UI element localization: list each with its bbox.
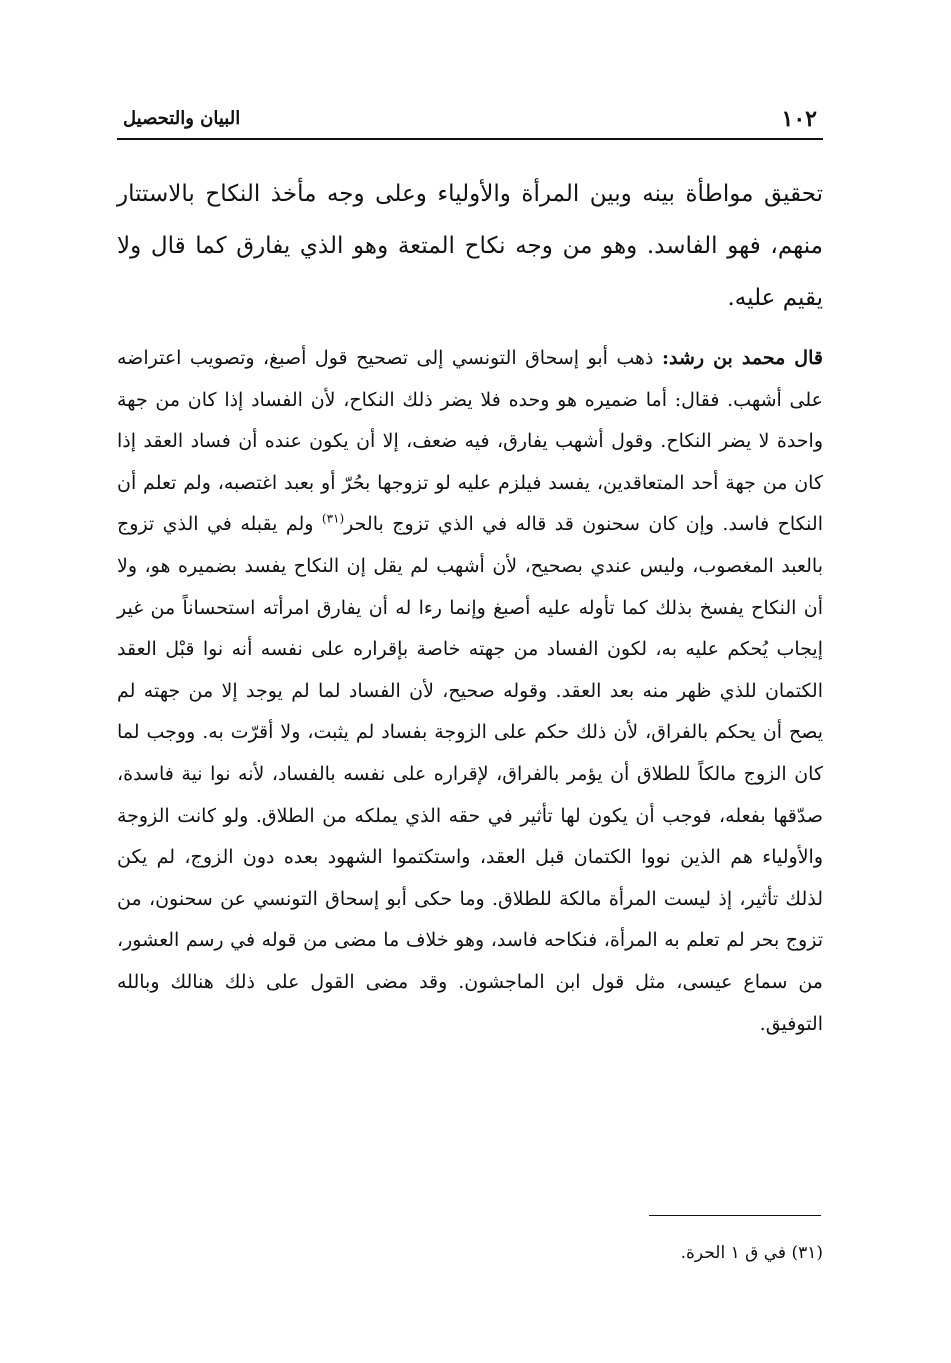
page-header	[117, 104, 823, 140]
paragraph-2-text-b: ولم يقبله في الذي تزوج بالعبد المغصوب، وليس عندي بصحيح، لأن أشهب لم يقل إن النكاح يفسد بضميره هو، ولا أن النكاح يفسخ بذلك كما تأوله عليه أصبغ وإنما رءا له أن يفارق امرأته استحساناً من غير إيجاب يُحكم عليه به، لكون الفساد من جهته خاصة بإقراره على نفسه أنه نوا قبْل العقد الكتمان للذي ظهر منه بعد العقد. وقوله صحيح، لأن الفساد لما لم يوجد إلا من جهته لم يصح أن يحكم بالفراق، لأن ذلك حكم على الزوجة بفساد لم يثبت، ولا أقرّت به. ووجب لما كان الزوج مالكاً للطلاق أن يؤمر بالفراق، لإقراره على نفسه بالفساد، لأنه نوا نية فاسدة، صدّقها بفعله، فوجب أن يكون لها تأثير في حقه الذي يملكه من الطلاق. ولو كانت الزوجة والأولياء هم الذين نووا الكتمان قبل العقد، واستكتموا الشهود بعده دون الزوج، لم يكن لذلك تأثير، إذ ليست المرأة مالكة للطلاق. وما حكى أبو إسحاق التونسي عن سحنون، من تزوج بحر لم تعلم به المرأة، فنكاحه فاسد، وهو خلاف ما مضى من قوله في رسم العشور، من سماع عيسى، مثل قول ابن الماجشون. وقد مضى القول على ذلك هنالك وبالله التوفيق.	[117, 513, 823, 1035]
footnote-reference: (٣١)	[321, 512, 345, 527]
paragraph-2-text-a: ذهب أبو إسحاق التونسي إلى تصحيح قول أصبغ، وتصويب اعتراضه على أشهب. فقال: أما ضميره هو وحده فلا يضر ذلك النكاح، لأن الفساد إذا كان من جهة واحدة لا يضر النكاح. وقول أشهب يفارق، فيه ضعف، إلا أن يكون عنده أن فساد العقد إذا كان من جهة أحد المتعاقدين، يفسد فيلزم عليه لو تزوجها بحُرّ أو بعبد اغتصبه، ولم تعلم أن النكاح فاسد. وإن كان سحنون قد قاله في الذي تزوج بالحر	[117, 347, 823, 536]
paragraph-2	[117, 338, 823, 1045]
paragraph-1: تحقيق مواطأة بينه وبين المرأة والأولياء وعلى وجه مأخذ النكاح بالاستتار منهم، فهو الفاسد. وهو من وجه نكاح المتعة وهو الذي يفارق كما قال ولا يقيم عليه.	[117, 181, 823, 311]
footnote-divider	[649, 1215, 821, 1216]
header-divider	[117, 138, 823, 140]
footnote: (٣١) في ق ١ الحرة.	[680, 1243, 823, 1263]
page-number: ١٠٢	[781, 106, 817, 132]
running-title: البيان والتحصيل	[123, 108, 241, 129]
paragraph-2-lead: قال محمد بن رشد:	[661, 347, 823, 369]
